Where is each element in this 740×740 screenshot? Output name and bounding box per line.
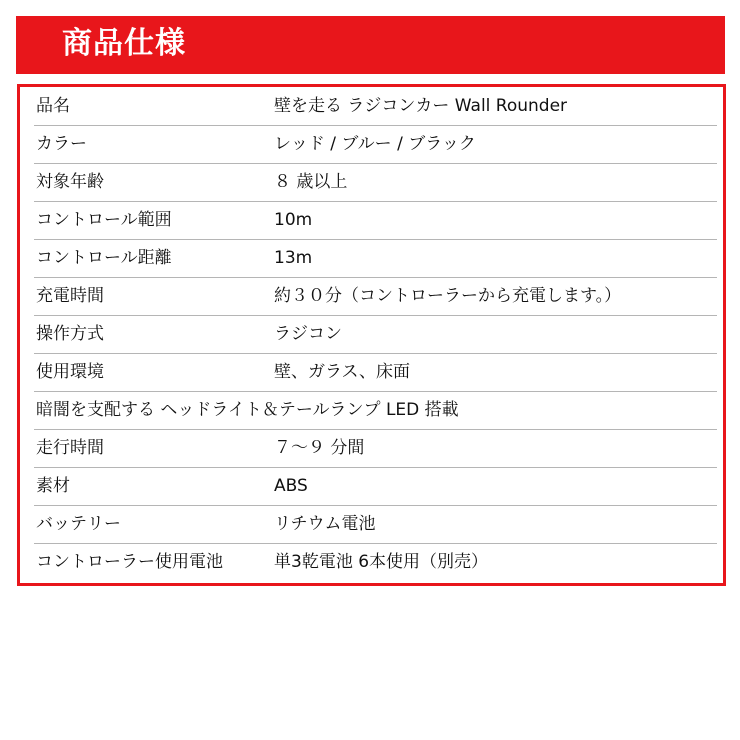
spec-label-control-range: コントロール範囲 xyxy=(36,210,172,230)
spec-value-color: レッド / ブルー / ブラック xyxy=(274,134,476,154)
spec-row-control-range xyxy=(34,201,717,240)
spec-row-material xyxy=(34,467,717,506)
spec-label-name: 品名 xyxy=(36,96,70,116)
spec-row-run-time xyxy=(34,429,717,468)
spec-value-control-range: 10m xyxy=(274,210,313,230)
spec-value-operation: ラジコン xyxy=(274,324,342,344)
spec-row-controller-battery xyxy=(34,543,717,581)
spec-label-environment: 使用環境 xyxy=(36,362,104,382)
spec-label-age: 対象年齢 xyxy=(36,172,104,192)
spec-row-name xyxy=(34,87,717,126)
spec-row-color xyxy=(34,125,717,164)
spec-feature-text: 暗闇を支配する ヘッドライト＆テールランプ LED 搭載 xyxy=(36,400,459,420)
spec-label-battery: バッテリー xyxy=(36,514,121,534)
spec-row-operation xyxy=(34,315,717,354)
spec-value-environment: 壁、ガラス、床面 xyxy=(274,362,410,382)
spec-label-operation: 操作方式 xyxy=(36,324,104,344)
spec-label-control-distance: コントロール距離 xyxy=(36,248,172,268)
spec-row-battery xyxy=(34,505,717,544)
spec-label-controller-battery: コントローラー使用電池 xyxy=(36,552,223,572)
spec-label-color: カラー xyxy=(36,134,87,154)
spec-table xyxy=(17,84,726,586)
spec-row-control-distance xyxy=(34,239,717,278)
spec-row-charge-time xyxy=(34,277,717,316)
spec-label-charge-time: 充電時間 xyxy=(36,286,104,306)
spec-value-material: ABS xyxy=(274,476,308,496)
spec-value-control-distance: 13m xyxy=(274,248,313,268)
spec-label-run-time: 走行時間 xyxy=(36,438,104,458)
spec-value-run-time: ７～９ 分間 xyxy=(274,438,365,458)
spec-label-material: 素材 xyxy=(36,476,70,496)
spec-value-charge-time: 約３０分（コントローラーから充電します。） xyxy=(274,286,622,306)
spec-value-controller-battery: 単3乾電池 6本使用（別売） xyxy=(274,552,489,572)
page-title: 商品仕様 xyxy=(62,26,186,61)
header-bar xyxy=(16,16,725,74)
spec-row-age xyxy=(34,163,717,202)
spec-value-age: ８ 歳以上 xyxy=(274,172,348,192)
spec-row-environment xyxy=(34,353,717,392)
spec-value-battery: リチウム電池 xyxy=(274,514,376,534)
spec-value-name: 壁を走る ラジコンカー Wall Rounder xyxy=(274,96,568,116)
spec-row-feature xyxy=(34,391,717,430)
